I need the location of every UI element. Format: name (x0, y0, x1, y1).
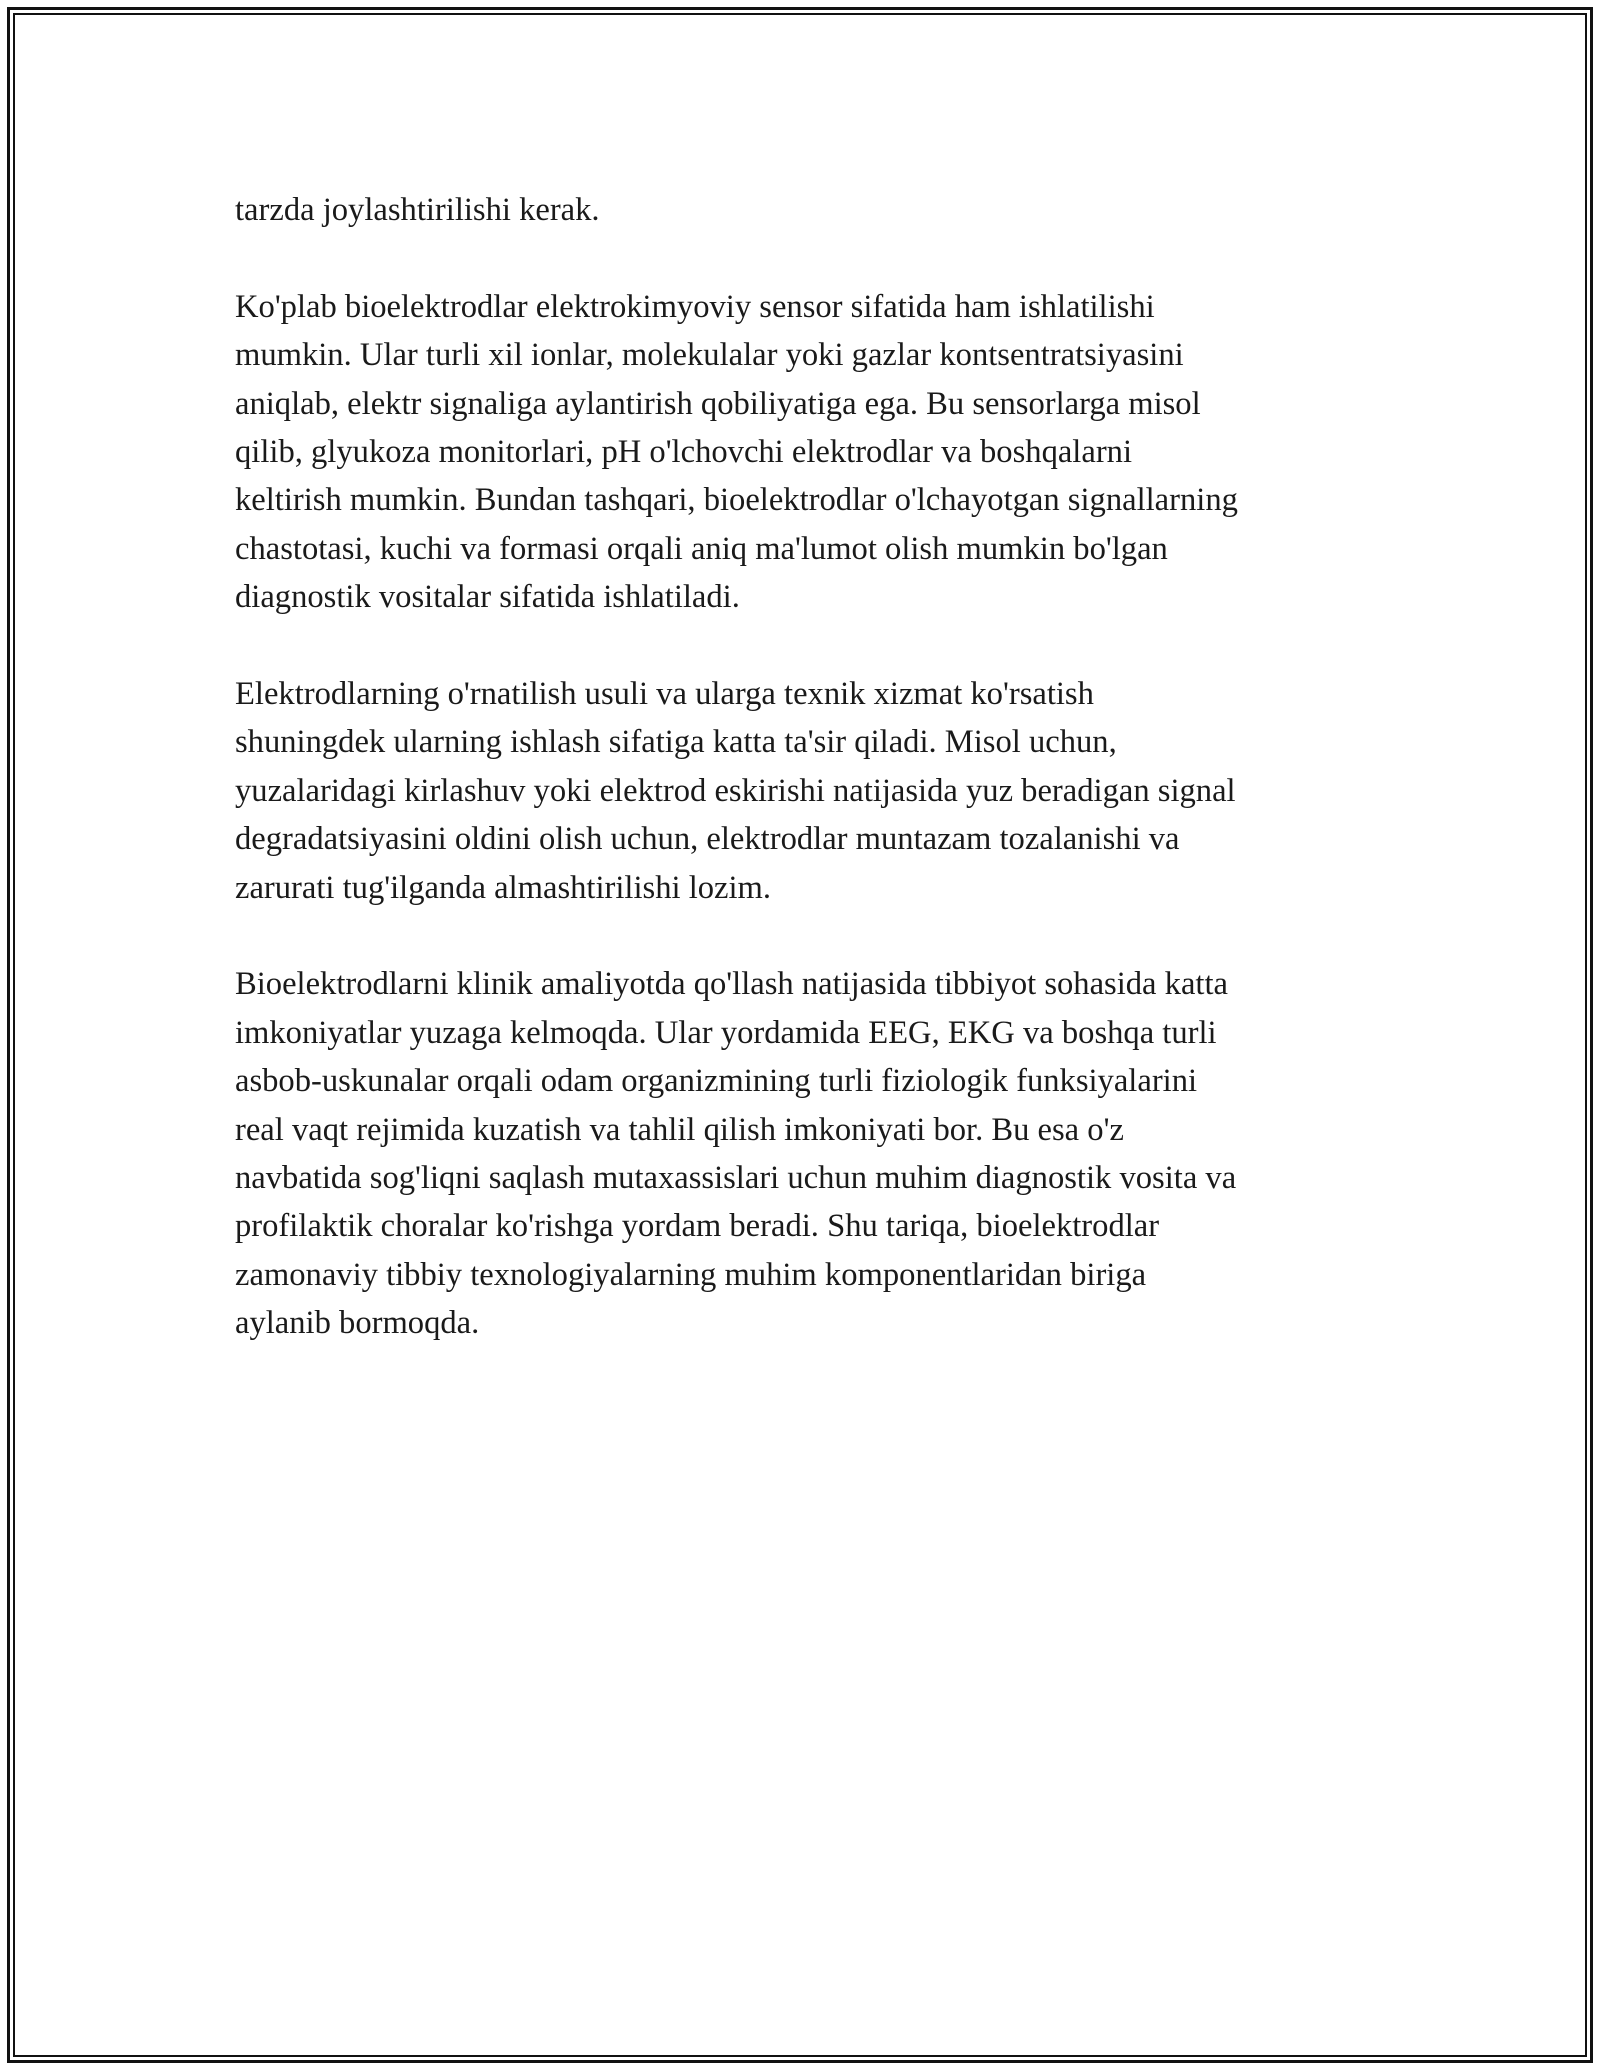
paragraph-3: Elektrodlarning o'rnatilish usuli va ularga texnik xizmat ko'rsatish shuningdek ularning ishlash sifatiga katta ta'sir qiladi. Misol uchun, yuzalaridagi kirlashuv yoki elektrod eskirishi natijasida yuz beradigan signal degradatsiyasini oldini olish uchun, elektrodlar muntazam tozalanishi va zarurati tug'ilganda almashtirilishi lozim. (235, 676, 1236, 906)
document-body (235, 186, 1375, 1396)
paragraph-2: Ko'plab bioelektrodlar elektrokimyoviy sensor sifatida ham ishlatilishi mumkin. Ular turli xil ionlar, molekulalar yoki gazlar kontsentratsiyasini aniqlab, elektr signaliga aylantirish qobiliyatiga ega. Bu sensorlarga misol qilib, glyukoza monitorlari, pH o'lchovchi elektrodlar va boshqalarni keltirish mumkin. Bundan tashqari, bioelektrodlar o'lchayotgan signallarning chastotasi, kuchi va formasi orqali aniq ma'lumot olish mumkin bo'lgan diagnostik vositalar sifatida ishlatiladi. (235, 288, 1238, 616)
paragraph-4: Bioelektrodlarni klinik amaliyotda qo'llash natijasida tibbiyot sohasida katta imkoniyatlar yuzaga kelmoqda. Ular yordamida EEG, EKG va boshqa turli asbob-uskunalar orqali odam organizmining turli fiziologik funksiyalarini real vaqt rejimida kuzatish va tahlil qilish imkoniyati bor. Bu esa o'z navbatida sog'liqni saqlash mutaxassislari uchun muhim diagnostik vosita va profilaktik choralar ko'rishga yordam beradi. Shu tariqa, bioelektrodlar zamonaviy tibbiy texnologiyalarning muhim komponentlaridan biriga aylanib bormoqda. (235, 966, 1237, 1342)
paragraph-1: tarzda joylashtirilishi kerak. (235, 192, 600, 228)
